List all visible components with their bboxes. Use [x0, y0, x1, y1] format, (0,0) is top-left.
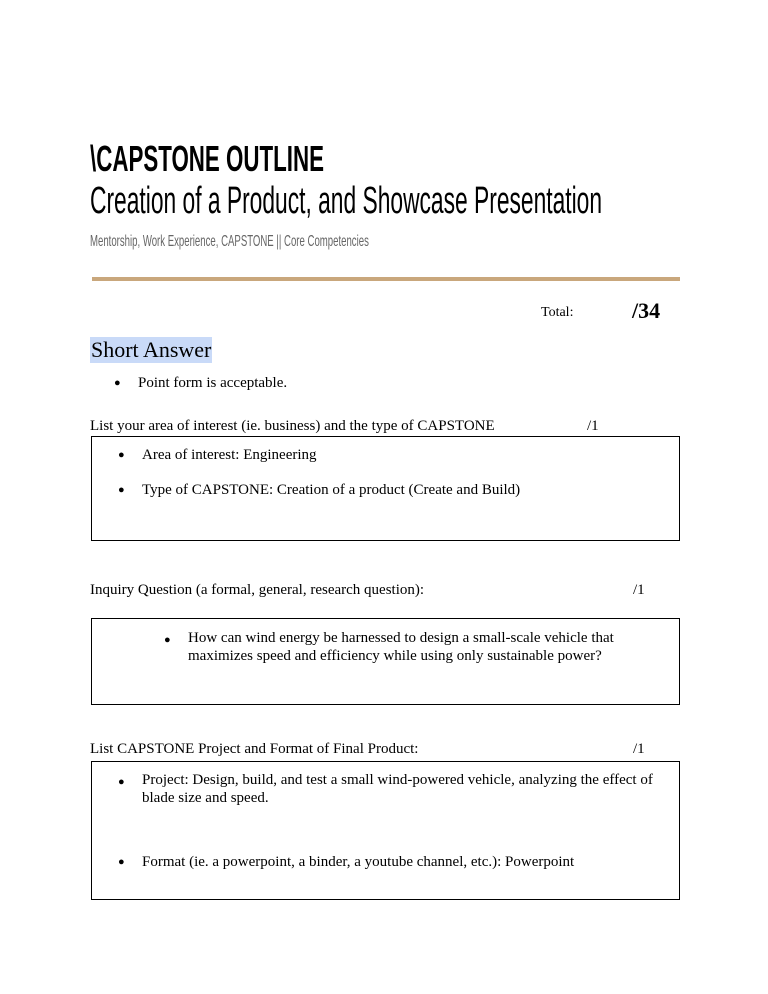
- question-score: /1: [633, 741, 645, 757]
- document-title: \CAPSTONE OUTLINE: [90, 138, 324, 179]
- answer-item: ● Area of interest: Engineering: [142, 447, 317, 464]
- question-prompt: Inquiry Question (a formal, general, research question):: [90, 582, 425, 598]
- question-prompt: List CAPSTONE Project and Format of Final Product:: [90, 741, 419, 757]
- divider: [92, 277, 680, 281]
- section-note: ● Point form is acceptable.: [138, 375, 287, 392]
- question-score: /1: [633, 582, 645, 598]
- answer-item: ● How can wind energy be harnessed to design a small-scale vehicle that maximizes speed and efficiency while using only sustainable power?: [188, 629, 658, 665]
- section-heading: Short Answer: [91, 337, 212, 362]
- document-tagline: Mentorship, Work Experience, CAPSTONE || Core Competencies: [90, 233, 369, 250]
- answer-box[interactable]: [91, 761, 680, 900]
- total-score: /34: [632, 298, 661, 323]
- answer-item: ● Type of CAPSTONE: Creation of a product (Create and Build): [142, 482, 520, 499]
- answer-box[interactable]: [91, 618, 680, 705]
- answer-item: ● Project: Design, build, and test a small wind-powered vehicle, analyzing the effect of blade size and speed.: [142, 771, 672, 807]
- document-subtitle: Creation of a Product, and Showcase Presentation: [90, 180, 603, 222]
- answer-box[interactable]: [91, 436, 680, 541]
- answer-item: ● Format (ie. a powerpoint, a binder, a youtube channel, etc.): Powerpoint: [142, 854, 574, 871]
- total-label: Total:: [541, 305, 574, 320]
- question-score: /1: [587, 418, 599, 434]
- question-prompt: List your area of interest (ie. business) and the type of CAPSTONE: [90, 418, 495, 434]
